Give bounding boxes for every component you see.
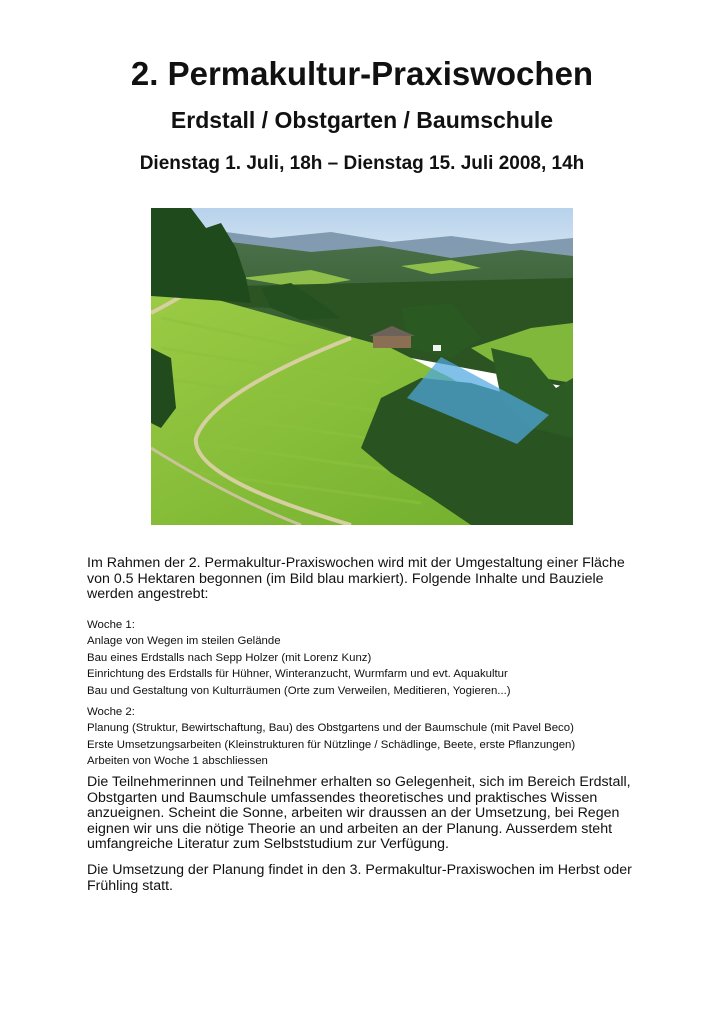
event-date: Dienstag 1. Juli, 18h – Dienstag 15. Juli 2008, 14h xyxy=(139,153,585,174)
week-2-item: Planung (Struktur, Bewirtschaftung, Bau) des Obstgartens und der Baumschule (mit Pavel Beco) xyxy=(87,722,574,735)
week-2-heading: Woche 2: xyxy=(87,706,135,718)
week-1-section xyxy=(87,617,647,699)
intro-paragraph: Im Rahmen der 2. Permakultur-Praxiswochen wird mit der Umgestaltung einer Fläche von 0.5 Hektaren begonnen (im Bild blau markiert). Folgende Inhalte und Bauziele werden angestrebt: xyxy=(87,555,625,602)
landscape-photo xyxy=(151,208,573,525)
implementation-paragraph: Die Umsetzung der Planung findet in den 3. Permakultur-Praxiswochen im Herbst oder Frühling statt. xyxy=(87,862,632,894)
week-2-item: Erste Umsetzungsarbeiten (Kleinstrukturen für Nützlinge / Schädlinge, Beete, erste Pflanzungen) xyxy=(87,738,576,751)
week-1-item: Bau und Gestaltung von Kulturräumen (Orte zum Verweilen, Meditieren, Yogieren...) xyxy=(87,684,511,697)
week-2-item: Arbeiten von Woche 1 abschliessen xyxy=(87,755,268,768)
page-title: 2. Permakultur-Praxiswochen xyxy=(130,55,594,92)
week-1-heading: Woche 1: xyxy=(87,619,135,631)
week-1-item: Bau eines Erdstalls nach Sepp Holzer (mit Lorenz Kunz) xyxy=(87,651,372,664)
week-2-section xyxy=(87,704,647,770)
farmhouse xyxy=(373,334,411,348)
week-1-item: Anlage von Wegen im steilen Gelände xyxy=(87,635,281,648)
participants-paragraph: Die Teilnehmerinnen und Teilnehmer erhalten so Gelegenheit, sich im Bereich Erdstall, Obstgarten und Baumschule umfassendes theoretisches und praktisches Wissen anzueignen. Scheint die Sonne, arbeiten wir draussen an der Umsetzung, bei Regen eignen wir uns die nötige Theorie an und arbeiten an der Planung. Ausserdem steht umfangreiche Literatur zum Selbststudium zur Verfügung. xyxy=(87,774,631,852)
page-subtitle: Erdstall / Obstgarten / Baumschule xyxy=(170,107,554,133)
week-1-item: Einrichtung des Erdstalls für Hühner, Winteranzucht, Wurmfarm und evt. Aquakultur xyxy=(87,668,508,681)
